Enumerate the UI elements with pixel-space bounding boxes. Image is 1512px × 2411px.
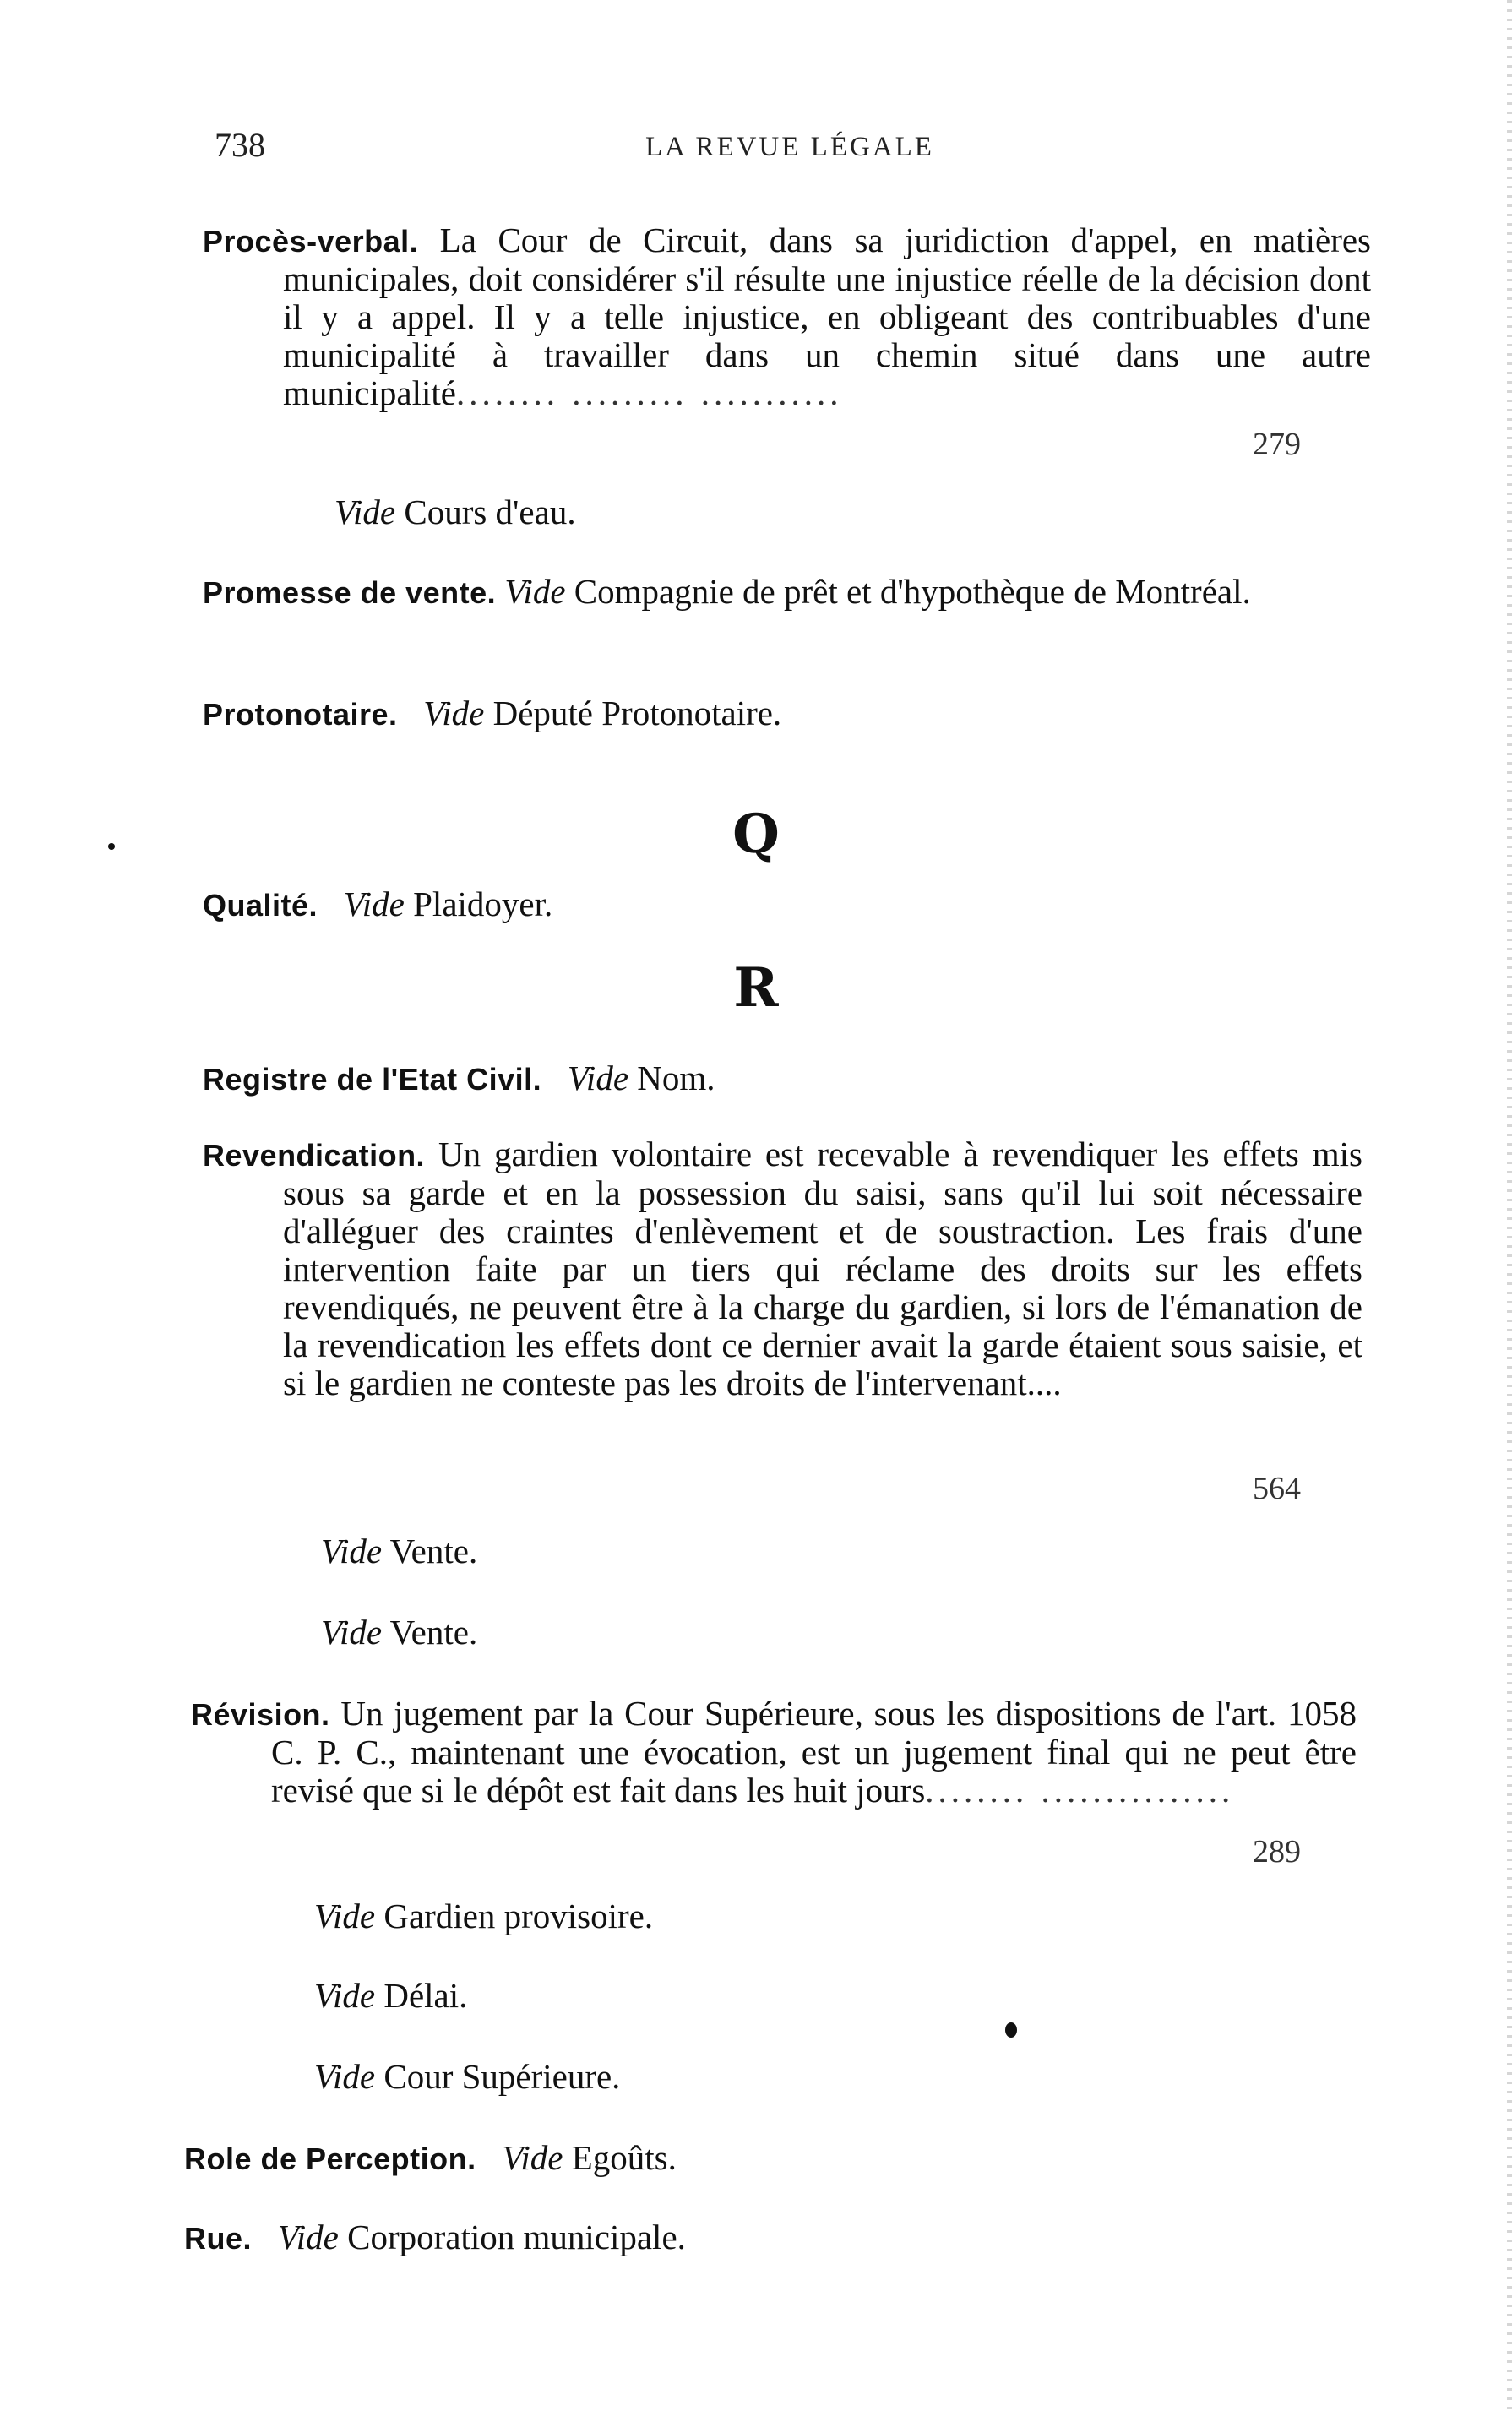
see-also-gardien-provisoire [314, 1897, 653, 1935]
vide-label: Vide [277, 2218, 339, 2256]
section-letter-r: R [733, 956, 779, 1020]
entry-keyword: Rue. [184, 2221, 253, 2256]
vide-label: Vide [334, 493, 396, 531]
entry-text: Un jugement par la Cour Supérieure, sous les dispositions de l'art. 1058 C. P. C., maintenant une évocation, est un jugement final qui ne peut être revisé que si le dépôt est fait dans les huit jours [271, 1694, 1357, 1810]
see-also-vente-2 [321, 1614, 477, 1652]
vide-label: Vide [567, 1059, 629, 1097]
journal-title: LA REVUE LÉGALE [645, 132, 934, 162]
entry-keyword: Revendication. [203, 1138, 426, 1173]
see-also-ref: Député Protonotaire. [492, 694, 782, 732]
entry-keyword: Registre de l'Etat Civil. [203, 1062, 542, 1097]
vide-label: Vide [504, 572, 566, 611]
entry-keyword: Protonotaire. [203, 697, 398, 732]
running-header [203, 125, 1301, 176]
entry-body [184, 2218, 1352, 2257]
entry-keyword: Procès-verbal. [203, 224, 419, 259]
entry-keyword: Qualité. [203, 888, 318, 922]
see-also-ref: Corporation municipale. [347, 2218, 686, 2256]
entry-body [203, 1135, 1362, 1402]
entry-keyword: Révision. [191, 1697, 330, 1732]
vide-label: Vide [321, 1532, 383, 1570]
entry-body [203, 220, 1371, 412]
entry-role-de-perception [184, 2139, 1282, 2178]
entry-body [203, 884, 1371, 924]
page-reference: 279 [1253, 427, 1301, 462]
see-also-ref: Vente. [389, 1613, 478, 1652]
ink-dot [1005, 2022, 1017, 2038]
entry-registre [203, 1059, 1301, 1098]
entry-proces-verbal [203, 220, 1371, 462]
vide-label: Vide [314, 1976, 376, 2015]
entry-revision [191, 1694, 1357, 1869]
see-also-ref: Egoûts. [571, 2138, 677, 2177]
page-reference: 564 [1253, 1471, 1301, 1506]
entry-body [191, 1694, 1357, 1810]
see-also-ref: Cours d'eau. [404, 493, 576, 531]
see-also-cour-superieure [314, 2058, 620, 2096]
entry-body [203, 1059, 1371, 1098]
entry-rue [184, 2218, 1282, 2257]
see-also-cours-deau [334, 493, 576, 531]
entry-revendication [203, 1135, 1362, 1506]
dot-leader: ........ ............... [925, 1771, 1235, 1810]
entry-keyword: Role de Perception. [184, 2142, 476, 2176]
see-also-ref: Nom. [637, 1059, 715, 1097]
vide-label: Vide [314, 1897, 376, 1935]
vide-label: Vide [314, 2057, 376, 2096]
page-edge-scan-artifact [1507, 0, 1512, 2411]
entry-body [184, 2138, 1352, 2178]
see-also-ref: Plaidoyer. [413, 884, 553, 923]
see-also-ref: Délai. [383, 1976, 468, 2015]
entry-text: Un gardien volontaire est recevable à revendiquer les effets mis sous sa garde et en la possession du saisi, sans qu'il lui soit nécessaire d'alléguer des craintes d'enlèvement et de soustraction. Les frais d'une intervention faite par un tiers qui réclame des droits sur les effets revendiqués, ne peuvent être à la charge du gardien, si lors de l'émanation de la revendication les effets dont ce dernier avait la garde étaient sous saisie, et si le gardien ne conteste pas les droits de l'intervenant.... [283, 1135, 1362, 1402]
see-also-ref: Cour Supérieure. [383, 2057, 621, 2096]
entry-protonotaire [203, 694, 1301, 733]
entry-body [203, 572, 1356, 612]
see-also-vente-1 [321, 1532, 477, 1570]
entry-body [203, 694, 1371, 733]
vide-label: Vide [502, 2138, 563, 2177]
entry-keyword: Promesse de vente. [203, 575, 497, 610]
see-also-ref: Compagnie de prêt et d'hypothèque de Montréal. [574, 572, 1251, 611]
vide-label: Vide [343, 884, 405, 923]
see-also-ref: Gardien provisoire. [383, 1897, 654, 1935]
entry-promesse-de-vente [203, 573, 1301, 612]
entry-text: La Cour de Circuit, dans sa juridiction d'appel, en matières municipales, doit considérer s'il résulte une injustice réelle de la décision dont il y a appel. Il y a telle injustice, en obligeant des contribuables d'une municipalité à travailler dans un chemin situé dans une autre municipalité [283, 220, 1371, 412]
dot-leader: ........ ......... ........... [455, 373, 843, 412]
page-number: 738 [215, 126, 265, 164]
see-also-ref: Vente. [389, 1532, 478, 1570]
section-letter-q: Q [732, 803, 780, 866]
vide-label: Vide [321, 1613, 383, 1652]
entry-qualite [203, 885, 1301, 924]
page-reference: 289 [1253, 1834, 1301, 1869]
see-also-delai [314, 1977, 467, 2015]
vide-label: Vide [423, 694, 485, 732]
